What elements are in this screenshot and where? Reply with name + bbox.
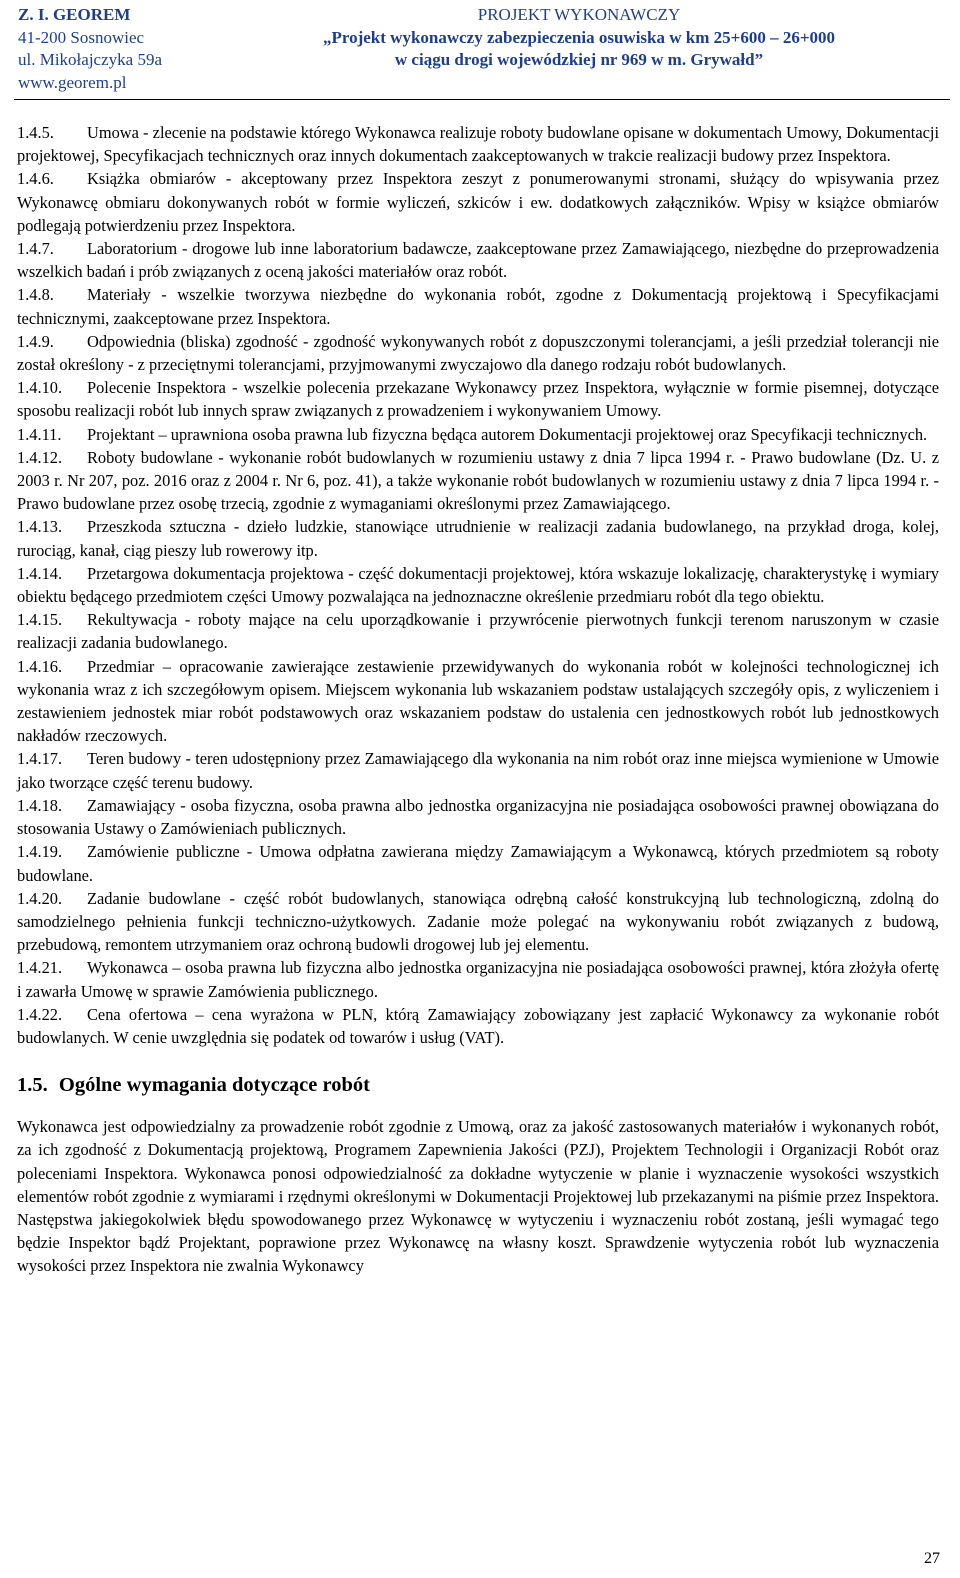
project-location: w ciągu drogi wojewódzkiej nr 969 w m. Grywałd” — [394, 50, 764, 69]
definition-item — [17, 121, 939, 167]
company-website: www.georem.pl — [18, 72, 127, 92]
definition-item — [17, 608, 939, 654]
definition-text: Wykonawca – osoba prawna lub fizyczna albo jednostka organizacyjna nie posiadająca osobowości prawnej, która złożyła ofertę i zawarła Umowę w sprawie Zamówienia publicznego. — [17, 958, 939, 1001]
company-street: ul. Mikołajczyka 59a — [18, 50, 162, 69]
definition-number: 1.4.5. — [17, 123, 54, 142]
section-title-text: Ogólne wymagania dotyczące robót — [58, 1074, 370, 1097]
definition-text: Rekultywacja - roboty mające na celu uporządkowanie i przywrócenie pierwotnych funkcji terenom naruszonym w czasie realizacji zadania budowlanego. — [17, 610, 939, 653]
definition-text: Polecenie Inspektora - wszelkie polecenia przekazane Wykonawcy przez Inspektora, wyłącznie w formie pisemnej, dotyczące sposobu realizacji robót lub innych spraw związanych z prowadzeniem i wykonywaniem Umowy. — [17, 378, 939, 421]
definition-number: 1.4.18. — [17, 795, 63, 815]
definition-number: 1.4.20. — [17, 888, 63, 908]
definition-item — [17, 237, 939, 283]
definition-item — [17, 167, 939, 237]
definition-text: Laboratorium - drogowe lub inne laboratorium badawcze, zaakceptowane przez Zamawiającego, niezbędne do przeprowadzenia wszelkich badań i prób związanych z oceną jakości materiałów oraz robót. — [17, 239, 939, 282]
definition-number: 1.4.14. — [17, 563, 63, 583]
definition-number: 1.4.15. — [17, 610, 63, 630]
definition-item — [17, 840, 939, 886]
definition-item — [17, 515, 939, 561]
project-type: PROJEKT WYKONAWCZY — [477, 5, 681, 24]
definition-item — [17, 376, 939, 422]
definition-item — [17, 446, 939, 516]
definition-text: Zamawiający - osoba fizyczna, osoba prawna albo jednostka organizacyjna nie posiadająca osobowości prawnej obowiązana do stosowania Ustawy o Zamówieniach publicznych. — [17, 795, 939, 839]
definition-number: 1.4.9. — [17, 331, 54, 351]
definition-number: 1.4.12. — [17, 447, 63, 467]
definition-item — [17, 1003, 939, 1049]
definition-item — [17, 655, 939, 748]
company-info — [18, 4, 238, 94]
definitions-list — [17, 121, 939, 1049]
definition-text: Zadanie budowlane - część robót budowlanych, stanowiąca odrębną całość konstrukcyjną lub technologiczną, zdolną do samodzielnego pełnienia funkcji techniczno-użytkowych. Zadanie może polegać na wykonywaniu robót związanych z budową, przebudową, remontem utrzymaniem oraz ochroną budowli drogowej lub jej elementu. — [17, 888, 939, 955]
definition-item — [17, 423, 939, 446]
definition-text: Odpowiednia (bliska) zgodność - zgodność wykonywanych robót z dopuszczonymi tolerancjami, a jeśli przedział tolerancji nie został określony - z przeciętnymi tolerancjami, przyjmowanymi zwyczajowo dla danego rodzaju robót budowlanych. — [17, 331, 939, 375]
definition-number: 1.4.6. — [17, 169, 54, 189]
company-name: Z. I. GEOREM — [18, 5, 131, 24]
definition-item — [17, 956, 939, 1002]
definition-number: 1.4.13. — [17, 517, 63, 537]
definition-text: Przeszkoda sztuczna - dzieło ludzkie, stanowiące utrudnienie w realizacji zadania budowlanego, na przykład droga, kolej, rurociąg, kanał, ciąg pieszy lub rowerowy itp. — [17, 517, 939, 560]
definition-text: Umowa - zlecenie na podstawie którego Wykonawca realizuje roboty budowlane opisane w dokumentach Umowy, Dokumentacji projektowej, Specyfikacjach technicznych oraz innych dokumentach zaakceptowanych w trakcie realizacji budowy przez Inspektora. — [17, 123, 939, 166]
definition-text: Roboty budowlane - wykonanie robót budowlanych w rozumieniu ustawy z dnia 7 lipca 1994 r. - Prawo budowlane (Dz. U. z 2003 r. Nr 207, poz. 2016 oraz z 2004 r. Nr 6, poz. 41), a także wykonanie robót budowlanych w rozumieniu ustawy z dnia 7 lipca 1994 r. - Prawo budowlane przez osobę trzecią, zgodnie z wymaganiami określonymi przez Zamawiającego. — [17, 447, 939, 514]
definition-number: 1.4.22. — [17, 1004, 63, 1024]
section-paragraph: Wykonawca jest odpowiedzialny za prowadzenie robót zgodnie z Umową, oraz za jakość zastosowanych materiałów i wykonanych robót, za ich zgodność z Dokumentacją projektową, Programem Zapewnienia Jakości (PZJ), Projektem Technologii i Organizacji Robót oraz poleceniami Inspektora. Wykonawca ponosi odpowiedzialność za dokładne wytyczenie w planie i wyznaczenie wysokości wszystkich elementów robót zgodnie z wymiarami i rzędnymi określonymi w Dokumentacji Projektowej lub przekazanymi na piśmie przez Inspektora. Następstwa jakiegokolwiek błędu spowodowanego przez Wykonawcę w wytyczeniu i wyznaczeniu robót zostaną, jeśli wymagać tego będzie Inspektor bądź Projektant, poprawione przez Wykonawcę na własny koszt. Sprawdzenie wytyczenia robót lub wyznaczenia wysokości przez Inspektora nie zwalnia Wykonawcy — [17, 1117, 939, 1276]
definition-number: 1.4.21. — [17, 958, 63, 978]
section-heading — [17, 1072, 939, 1098]
definition-text: Zamówienie publiczne - Umowa odpłatna zawierana między Zamawiającym a Wykonawcą, których przedmiotem są roboty budowlane. — [17, 842, 939, 885]
definition-item — [17, 562, 939, 608]
definition-number: 1.4.8. — [17, 285, 54, 305]
company-city: 41-200 Sosnowiec — [18, 27, 145, 47]
definition-text: Przetargowa dokumentacja projektowa - część dokumentacji projektowej, która wskazuje lokalizację, charakterystykę i wymiary obiektu będącego przedmiotem części Umowy pozwalająca na jednoznaczne określenie przedmiaru robót dla tego obiektu. — [17, 563, 939, 607]
project-info — [254, 4, 904, 72]
definition-text: Teren budowy - teren udostępniony przez Zamawiającego dla wykonania na nim robót oraz inne miejsca wymienione w Umowie jako tworzące część terenu budowy. — [17, 749, 939, 792]
definition-item — [17, 283, 939, 329]
definition-number: 1.4.10. — [17, 378, 63, 398]
definition-text: Cena ofertowa – cena wyrażona w PLN, którą Zamawiający zobowiązany jest zapłacić Wykonawcy za wykonanie robót budowlanych. W cenie uwzględnia się podatek od towarów i usług (VAT). — [17, 1004, 939, 1047]
definition-text: Książka obmiarów - akceptowany przez Inspektora zeszyt z ponumerowanymi stronami, służący do wpisywania przez Wykonawcę obmiaru dokonywanych robót w formie wyliczeń, szkiców i ew. dodatkowych załączników. Wpisy w książce obmiarów podlegają potwierdzeniu przez Inspektora. — [17, 169, 939, 235]
document-body — [17, 121, 939, 1278]
definition-text: Przedmiar – opracowanie zawierające zestawienie przewidywanych do wykonania robót w kolejności technologicznej ich wykonania wraz z ich szczegółowym opisem. Miejscem wykonania lub wskazaniem podstaw ustalających szczegóły opis, z wyliczeniem i zestawieniem jednostek miar robót podstawowych oraz wskazaniem podstaw do ustalenia cen jednostkowych robót lub jednostkowych nakładów rzeczowych. — [17, 656, 939, 746]
definition-item — [17, 794, 939, 840]
definition-item — [17, 887, 939, 957]
page-number: 27 — [924, 1550, 940, 1567]
definition-number: 1.4.16. — [17, 656, 63, 676]
definition-text: Projektant – uprawniona osoba prawna lub fizyczna będąca autorem Dokumentacji projektowej oraz Specyfikacji technicznych. — [87, 424, 928, 444]
definition-item — [17, 330, 939, 376]
definition-number: 1.4.7. — [17, 239, 54, 259]
definition-number: 1.4.19. — [17, 842, 63, 862]
section-number: 1.5. — [17, 1074, 48, 1097]
definition-number: 1.4.17. — [17, 749, 63, 769]
definition-text: Materiały - wszelkie tworzywa niezbędne do wykonania robót, zgodne z Dokumentacją projektową i Specyfikacjami technicznymi, zaakceptowane przez Inspektora. — [17, 285, 939, 328]
definition-item — [17, 747, 939, 793]
project-title: „Projekt wykonawczy zabezpieczenia osuwiska w km 25+600 – 26+000 — [322, 27, 836, 47]
document-header — [14, 4, 950, 100]
definition-number: 1.4.11. — [17, 424, 62, 444]
